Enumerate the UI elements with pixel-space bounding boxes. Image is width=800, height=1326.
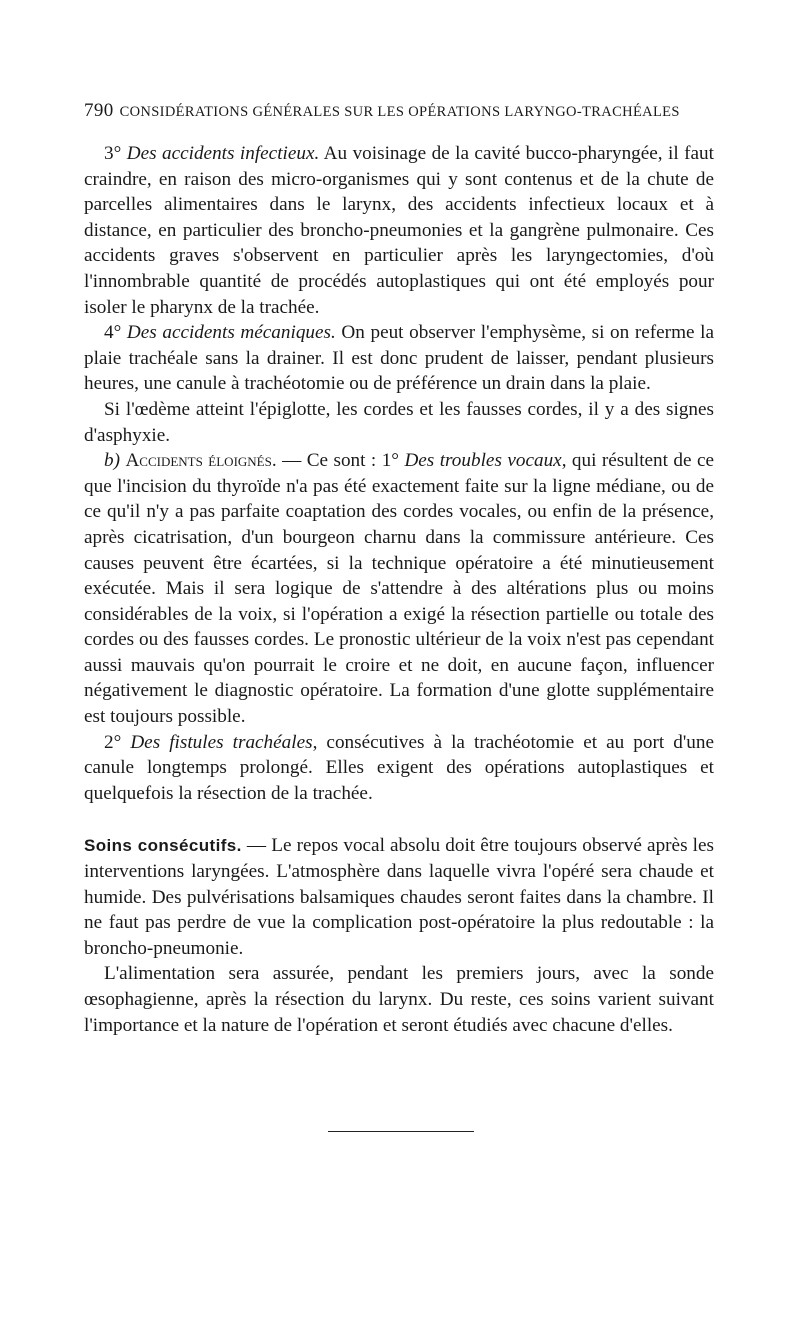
paragraph-aftercare: Soins consécutifs. — Le repos vocal absolu doit être toujours observé après les interventions laryngées. L'atmosphère dans laquelle vivra l'opéré sera chaude et humide. Des pulvérisations balsamiques chaudes seront faites dans la chambre. Il ne faut pas perdre de vue la complication post-opératoire la plus redoutable : la broncho-pneumonie.: [84, 835, 714, 959]
paragraph-infectious-accidents: 3° Des accidents infectieux. Au voisinage de la cavité bucco-pharyngée, il faut craindre, en raison des micro-organismes qui y sont contenus et de la chute de parcelles alimentaires dans le larynx, des accidents infectieux locaux et à distance, en particulier des broncho-pneumonies et la gangrène pulmonaire. Ces accidents graves s'observent en particulier après les laryngectomies, d'où l'innombrable quantité de procédés autoplastiques qui ont été employés pour isoler le pharynx de la trachée.: [84, 143, 714, 318]
paragraph-late-accidents: b) Accidents éloignés. — Ce sont : 1° Des troubles vocaux, qui résultent de ce que l'incision du thyroïde n'a pas été exactement faite sur la ligne médiane, ou de ce qu'il n'y a pas parfaite coaptation des cordes vocales, ou enfin de la présence, après cicatrisation, d'un bourgeon charnu dans la commissure antérieure. Ces causes peuvent être écartées, si la technique opératoire a été minutieusement exécutée. Mais il sera logique de s'attendre à des altérations plus ou moins considérables de la voix, si l'opération a exigé la résection partielle ou totale des cordes ou des fausses cordes. Le pronostic ultérieur de la voix n'est pas cependant aussi mauvais qu'on pourrait le croire et ne doit, en aucune façon, influencer négativement le diagnostic opératoire. La formation d'une glotte supplémentaire est toujours possible.: [84, 450, 715, 728]
section-heading: Accidents éloignés.: [125, 450, 277, 472]
section-heading: Des fistules trachéales: [130, 731, 313, 753]
section-end-rule: [328, 1131, 474, 1132]
section-heading: Des accidents mécaniques.: [126, 322, 336, 344]
page-number: 790: [84, 100, 114, 121]
section-heading: Des accidents infectieux.: [126, 143, 320, 164]
paragraph-feeding: L'alimentation sera assurée, pendant les premiers jours, avec la sonde œsophagienne, après la résection du larynx. Du reste, ces soins varient suivant l'importance et la nature de l'opération et seront étudiés avec chacune d'elles.: [84, 963, 714, 1036]
paragraph-tracheal-fistulas: 2° Des fistules trachéales, consécutives à la trachéotomie et au port d'une canule longtemps prolongé. Elles exigent des opérations autoplastiques et quelquefois la résection de la trachée.: [84, 731, 714, 804]
paragraph-mechanical-accidents: 4° Des accidents mécaniques. On peut observer l'emphysème, si on referme la plaie trachéale sans la drainer. Il est donc prudent de laisser, pendant plusieurs heures, une canule à trachéotomie ou de préférence un drain dans la plaie.: [84, 322, 714, 395]
running-header: [84, 100, 714, 122]
section-heading: Soins consécutifs.: [84, 836, 242, 856]
header-title: CONSIDÉRATIONS GÉNÉRALES SUR LES OPÉRATIONS LARYNGO-TRACHÉALES: [119, 104, 680, 120]
page-body: [84, 141, 714, 1038]
paragraph-oedema: Si l'œdème atteint l'épiglotte, les cordes et les fausses cordes, il y a des signes d'asphyxie.: [84, 398, 714, 446]
